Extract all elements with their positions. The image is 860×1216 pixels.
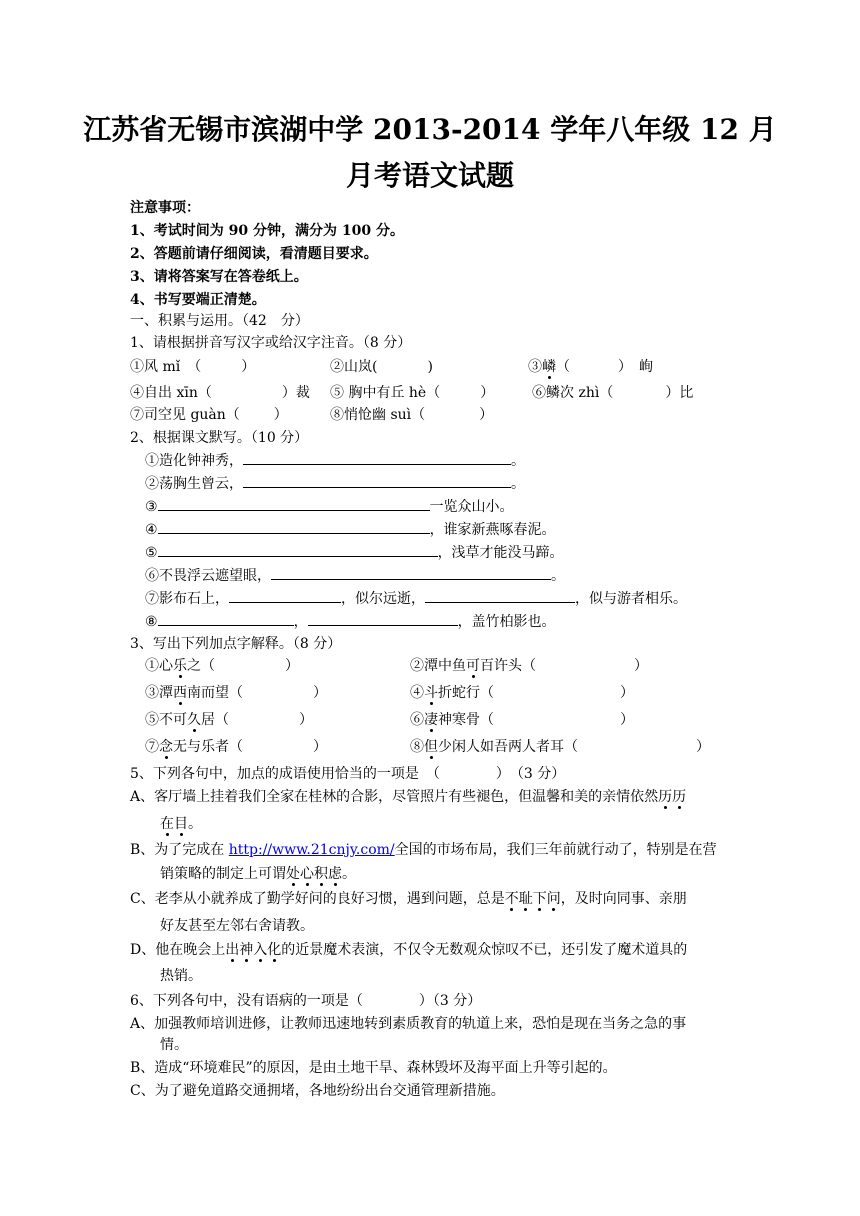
answer-blank[interactable]	[308, 612, 458, 626]
q2-line-2: ②荡胸生曾云， 。	[145, 476, 525, 492]
q2-line-6: ⑥不畏浮云遮望眼， 。	[145, 568, 565, 584]
url-link[interactable]: http://www.21cnjy.com/	[228, 842, 395, 858]
q3-item-2: ②潭中鱼可百许头（ ）	[410, 658, 648, 674]
notice-item-3: 3、请将答案写在答卷纸上。	[130, 269, 308, 285]
notice-heading: 注意事项：	[130, 200, 200, 216]
q3-item-1: ①心乐之（ ）	[145, 658, 299, 674]
page-title-line2: 月考语文试题	[345, 159, 514, 192]
q2-line-8: ⑧ ， ，盖竹柏影也。	[145, 614, 556, 630]
q2-line-1: ①造化钟神秀， 。	[145, 453, 525, 469]
answer-blank[interactable]	[271, 566, 551, 580]
q2-line-4: ④ ，谁家新燕啄春泥。	[145, 522, 556, 538]
q6-option-a-line-2: 情。	[160, 1037, 188, 1053]
answer-blank[interactable]	[158, 520, 430, 534]
section-1-heading: 一、积累与运用。（42 分）	[130, 313, 309, 329]
q6-title: 6、下列各句中，没有语病的一项是（ ）（3 分）	[130, 993, 482, 1009]
q3-title: 3、写出下列加点字解释。（8 分）	[130, 636, 342, 652]
q5-title: 5、下列各句中，加点的成语使用恰当的一项是 （ ） （3 分）	[130, 766, 566, 782]
q1-item-3: ③嶙（ ） 峋	[528, 359, 653, 375]
q5-option-a-line-2: 在目。	[160, 816, 202, 832]
q1-item-6: ⑥鳞次 zhì（ ）比	[532, 385, 694, 401]
page-title-line1: 江苏省无锡市滨湖中学 2013-2014 学年八年级 12 月	[83, 113, 777, 146]
q1-item-7: ⑦司空见 guàn（ ）	[130, 407, 288, 423]
q5-option-c-line-2: 好友甚至左邻右舍请教。	[160, 918, 314, 934]
q1-item-1: ①风 mǐ （ ）	[130, 359, 256, 375]
q2-line-7: ⑦影布石上， ，似尔远逝， ，似与游者相乐。	[145, 591, 687, 607]
q3-item-3: ③潭西南而望（ ）	[145, 685, 327, 701]
q5-option-a-line-1: A、客厅墙上挂着我们全家在桂林的合影，尽管照片有些褪色，但温馨和美的亲情依然历历	[130, 789, 687, 805]
answer-blank[interactable]	[158, 612, 294, 626]
answer-blank[interactable]	[158, 543, 438, 557]
q2-title: 2、根据课文默写。（10 分）	[130, 430, 309, 446]
answer-blank[interactable]	[243, 451, 511, 465]
answer-blank[interactable]	[158, 497, 430, 511]
q3-item-6: ⑥凄神寒骨（ ）	[410, 712, 634, 728]
q5-option-b-line-2: 销策略的制定上可谓处心积虑。	[160, 866, 356, 882]
q3-item-8: ⑧但少闲人如吾两人者耳（ ）	[410, 739, 710, 755]
q6-option-c: C、为了避免道路交通拥堵，各地纷纷出台交通管理新措施。	[130, 1083, 505, 1099]
q3-item-7: ⑦念无与乐者（ ）	[145, 739, 327, 755]
q1-item-8: ⑧悄怆幽 suì（ ）	[330, 407, 494, 423]
q1-item-4: ④自出 xīn（ ）裁	[130, 385, 310, 401]
q1-title: 1、请根据拼音写汉字或给汉字注音。（8 分）	[130, 335, 412, 351]
q2-line-5: ⑤ ，浅草才能没马蹄。	[145, 545, 564, 561]
notice-item-1: 1、考试时间为 90 分钟，满分为 100 分。	[130, 223, 404, 239]
q6-option-a-line-1: A、加强教师培训进修，让教师迅速地转到素质教育的轨道上来，恐怕是现在当务之急的事	[130, 1016, 687, 1032]
q5-option-b-line-1: B、为了完成在 http://www.21cnjy.com/全国的市场布局，我们三年前就行动了，特别是在营	[130, 842, 717, 858]
q3-item-4: ④斗折蛇行（ ）	[410, 685, 634, 701]
notice-item-2: 2、答题前请仔细阅读，看清题目要求。	[130, 246, 378, 262]
q3-item-5: ⑤不可久居（ ）	[145, 712, 313, 728]
q1-item-5: ⑤ 胸中有丘 hè（ ）	[330, 385, 495, 401]
answer-blank[interactable]	[425, 589, 575, 603]
q5-option-d-line-2: 热销。	[160, 968, 202, 984]
notice-item-4: 4、书写要端正清楚。	[130, 292, 266, 308]
q1-item-2: ②山岚( )	[330, 359, 433, 375]
answer-blank[interactable]	[243, 474, 511, 488]
q5-option-d-line-1: D、他在晚会上出神入化的近景魔术表演，不仅令无数观众惊叹不已，还引发了魔术道具的	[130, 942, 688, 958]
q2-line-3: ③ 一览众山小。	[145, 499, 514, 515]
q5-option-c-line-1: C、老李从小就养成了勤学好问的良好习惯，遇到问题，总是不耻下问，及时向同事、亲朋	[130, 891, 687, 907]
q6-option-b: B、造成“环境难民”的原因，是由土地干旱、森林毁坏及海平面上升等引起的。	[130, 1060, 617, 1076]
answer-blank[interactable]	[229, 589, 341, 603]
